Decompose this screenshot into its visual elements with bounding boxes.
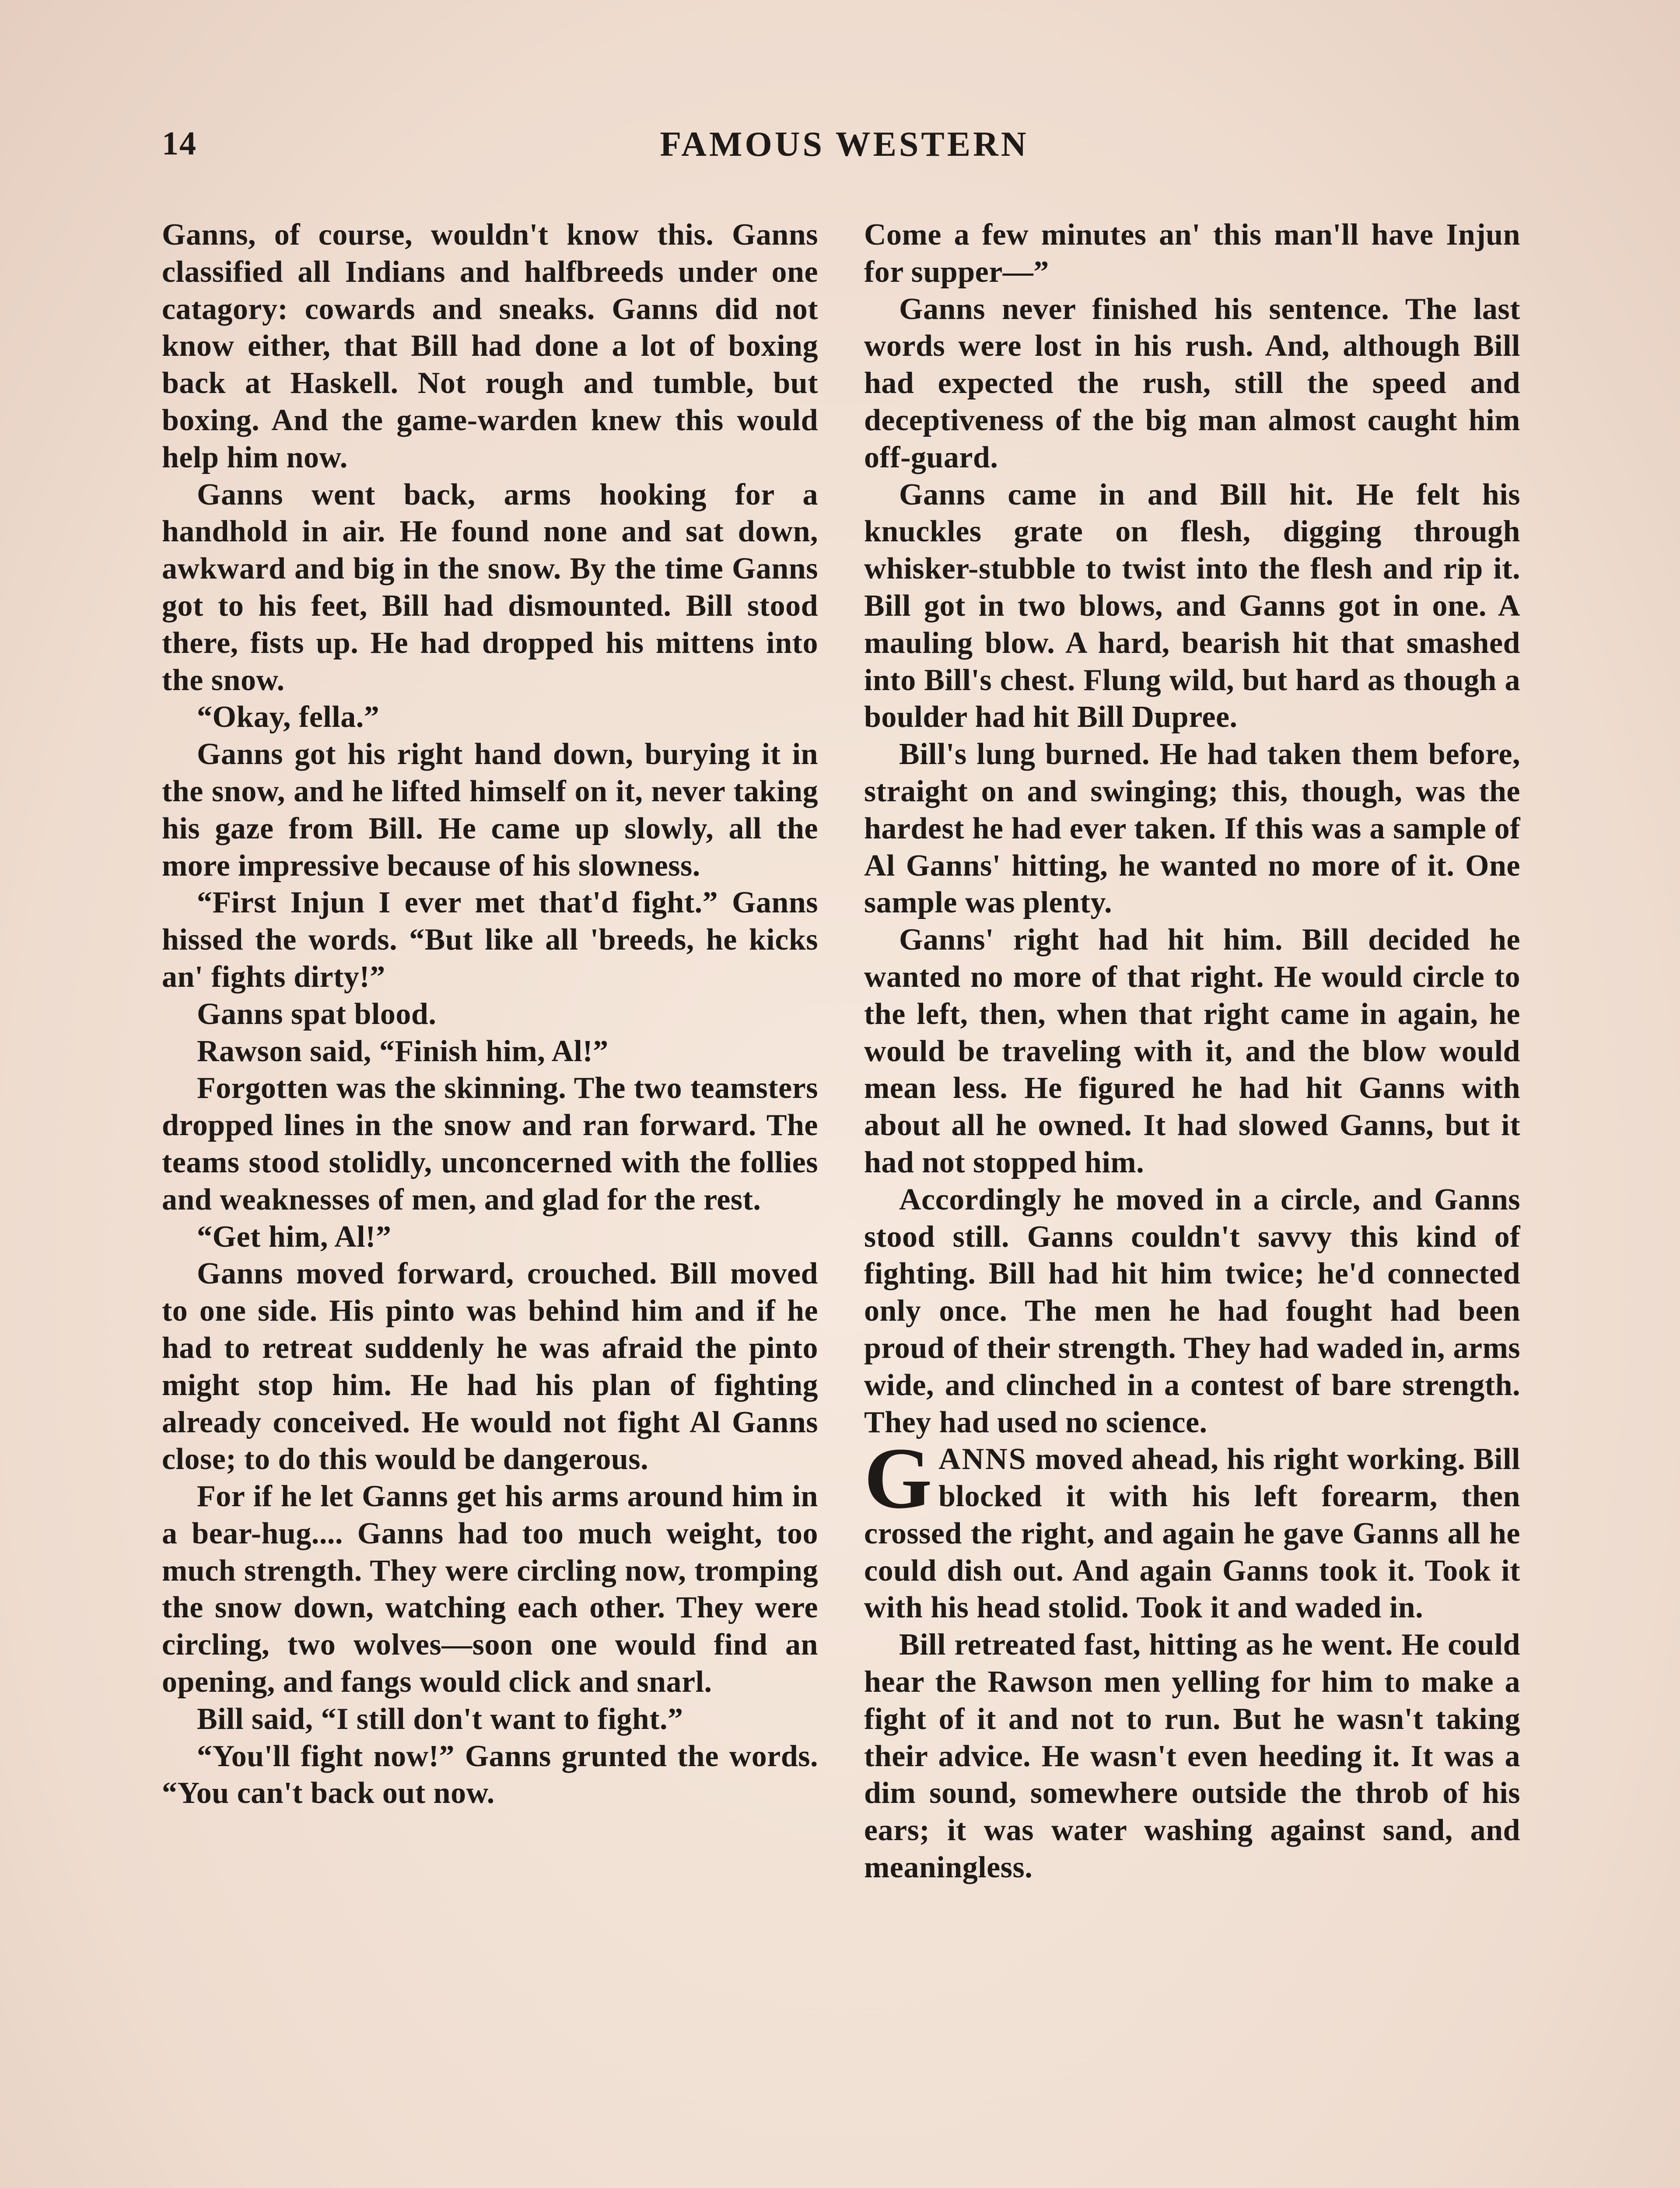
page-number: 14 — [162, 125, 197, 162]
paragraph: Ganns' right had hit him. Bill decided he wanted no more of that right. He would circle to the left, then, when that right came in again, he would be traveling with it, and the blow would mean less. He figured he had hit Ganns with about all he owned. It had slowed Ganns, but it had not stopped him. — [864, 923, 1520, 1179]
paragraph: Ganns got his right hand down, burying it in the snow, and he lifted himself on it, never taking his gaze from Bill. He came up slowly, all the more impressive because of his slowness. — [162, 737, 818, 883]
paragraph: Come a few minutes an' this man'll have Injun for supper—” — [864, 218, 1520, 289]
paragraph: Rawson said, “Finish him, Al!” — [197, 1034, 609, 1068]
paragraph: Ganns spat blood. — [197, 997, 437, 1031]
drop-cap-text: moved ahead, his right working. Bill blocked it with his left forearm, then crossed the right, and again he gave Ganns all he could dish out. And again Ganns took it. Took it with his head stolid. Took it and waded in. — [864, 1442, 1520, 1625]
paragraph: Bill said, “I still don't want to fight.” — [197, 1702, 683, 1736]
paragraph: Bill's lung burned. He had taken them before, straight on and swinging; this, though, was the hardest he had ever taken. If this was a sample of Al Ganns' hitting, he wanted no more of it. One sample was plenty. — [864, 737, 1520, 920]
paragraph: Bill retreated fast, hitting as he went. He could hear the Rawson men yelling for him to make a fight of it and not to run. But he wasn't taking their advice. He wasn't even heeding it. It was a dim sound, somewhere outside the throb of his ears; it was water washing against sand, and meaningless. — [864, 1628, 1520, 1885]
dropcap-paragraph — [864, 1430, 1520, 1627]
paragraph: Ganns, of course, wouldn't know this. Ganns classified all Indians and halfbreeds under one catagory: cowards and sneaks. Ganns did not know either, that Bill had done a lot of boxing back at Haskell. Not rough and tumble, but boxing. And the game-warden knew this would help him now. — [162, 218, 818, 474]
page-header — [162, 125, 1527, 173]
paragraph: Accordingly he moved in a circle, and Ganns stood still. Ganns couldn't savvy this kind of fighting. Bill had hit him twice; he'd connected only once. The men he had fought had been proud of their strength. They had waded in, arms wide, and clinched in a contest of bare strength. They had used no science. — [864, 1182, 1520, 1439]
paragraph: “You'll fight now!” Ganns grunted the words. “You can't back out now. — [162, 1739, 818, 1810]
paragraph: Ganns never finished his sentence. The last words were lost in his rush. And, although Bill had expected the rush, still the speed and deceptiveness of the big man almost caught him off-guard. — [864, 292, 1520, 474]
paragraph: Ganns moved forward, crouched. Bill moved to one side. His pinto was behind him and if he had to retreat suddenly he was afraid the pinto might stop him. He had his plan of fighting already conceived. He would not fight Al Ganns close; to do this would be dangerous. — [162, 1257, 818, 1476]
paragraph: Forgotten was the skinning. The two teamsters dropped lines in the snow and ran forward. The teams stood stolidly, unconcerned with the follies and weaknesses of men, and glad for the rest. — [162, 1071, 818, 1217]
drop-cap: G — [864, 1430, 933, 1527]
paragraph: Ganns went back, arms hooking for a handhold in air. He found none and sat down, awkward and big in the snow. By the time Ganns got to his feet, Bill had dismounted. Bill stood there, fists up. He had dropped his mittens into the snow. — [162, 477, 818, 697]
paragraph: “Okay, fella.” — [197, 700, 380, 734]
left-column — [162, 217, 818, 1812]
right-column — [864, 217, 1520, 1886]
drop-cap-smallcaps: ANNS — [938, 1442, 1027, 1476]
paragraph: “Get him, Al!” — [197, 1220, 392, 1254]
paragraph: Ganns came in and Bill hit. He felt his knuckles grate on flesh, digging through whisker-stubble to twist into the flesh and rip it. Bill got in two blows, and Ganns got in one. A mauling blow. A hard, bearish hit that smashed into Bill's chest. Flung wild, but hard as though a boulder had hit Bill Dupree. — [864, 477, 1520, 734]
paragraph: “First Injun I ever met that'd fight.” Ganns hissed the words. “But like all 'breeds, he kicks an' fights dirty!” — [162, 886, 818, 994]
running-title: FAMOUS WESTERN — [660, 125, 1029, 164]
paragraph: For if he let Ganns get his arms around him in a bear-hug.... Ganns had too much weight, too much strength. They were circling now, tromping the snow down, watching each other. They were circling, two wolves—soon one would find an opening, and fangs would click and snarl. — [162, 1480, 818, 1699]
